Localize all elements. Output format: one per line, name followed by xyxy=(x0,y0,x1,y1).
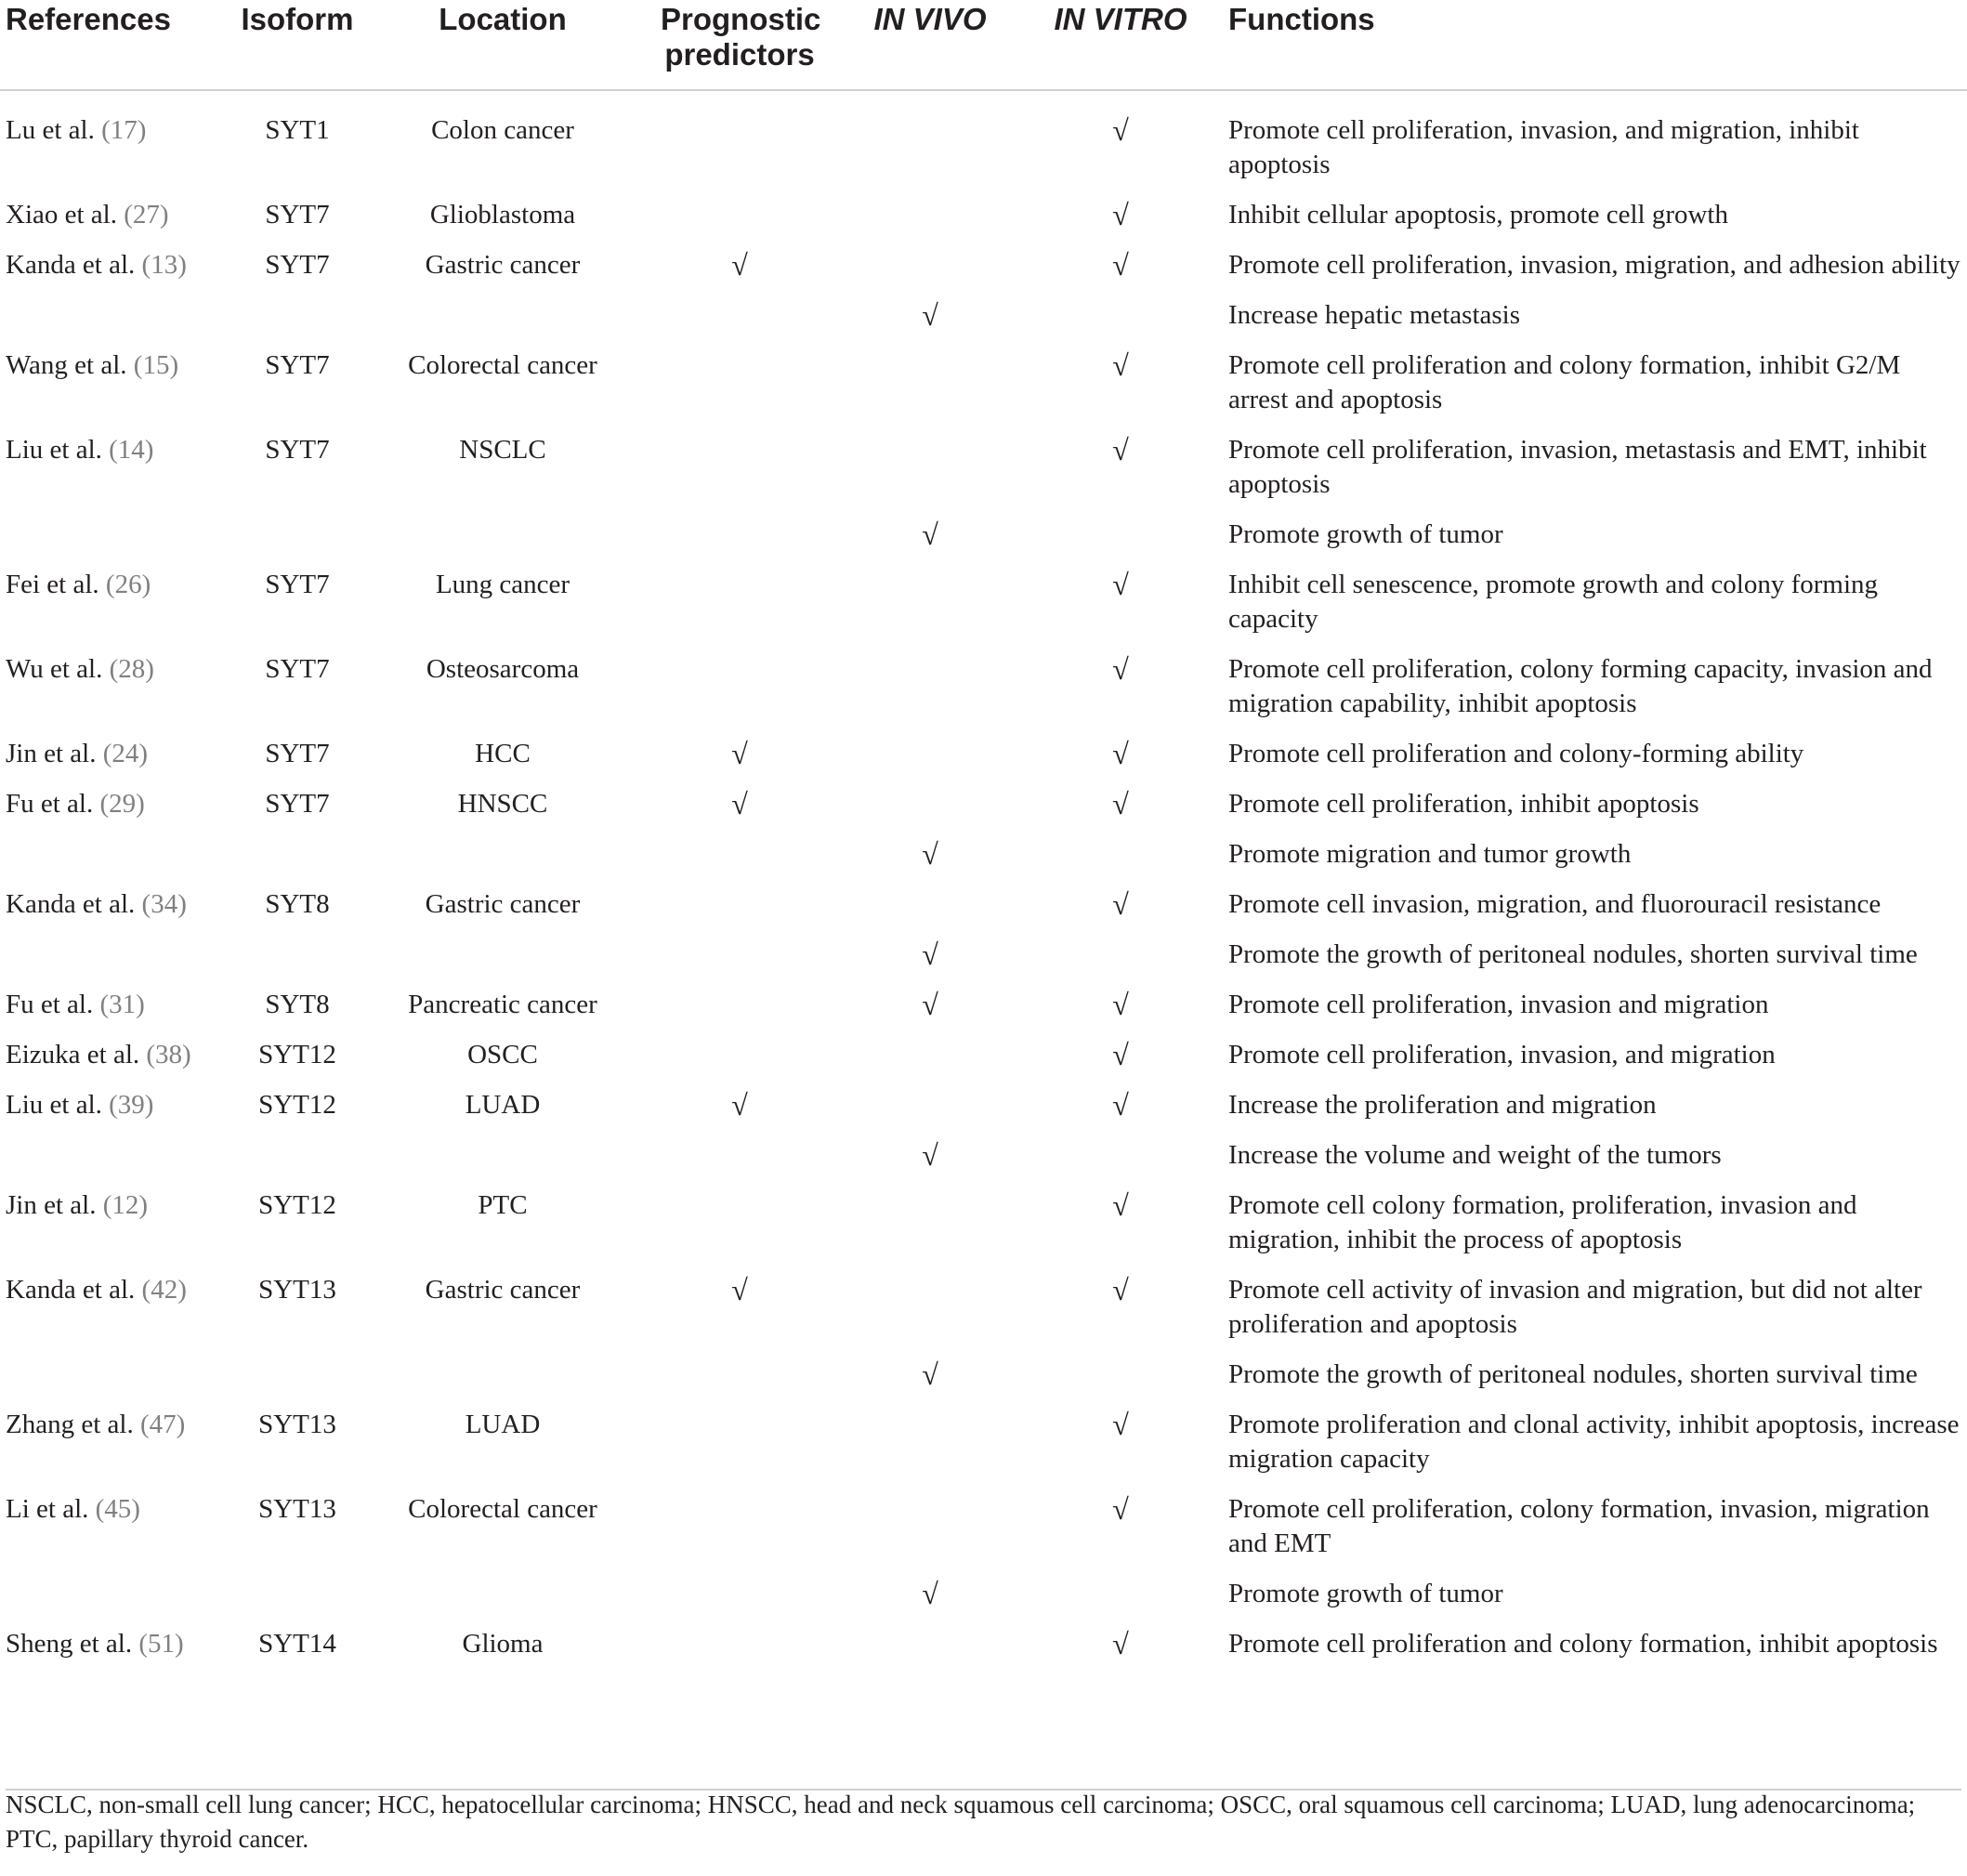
reference-number[interactable]: (45) xyxy=(95,1494,140,1524)
prognostic-check: √ xyxy=(731,248,748,282)
in-vivo-check xyxy=(842,1613,1018,1663)
in-vitro-check: √ xyxy=(1112,248,1129,282)
isoform-cell: SYT7 xyxy=(265,200,330,230)
table-row xyxy=(0,184,1967,234)
function-cell: Promote cell activity of invasion and migration, but did not alter proliferation and apoptosis xyxy=(1228,1275,1922,1339)
reference-cell xyxy=(0,773,227,823)
location-cell xyxy=(368,1124,637,1174)
header-prognostic-predictors xyxy=(637,0,842,90)
reference-cell xyxy=(0,1613,227,1663)
reference-cell xyxy=(0,1124,227,1174)
prognostic-check xyxy=(637,924,842,974)
prognostic-check xyxy=(637,184,842,234)
function-cell: Promote cell proliferation, invasion, migration, and adhesion ability xyxy=(1228,250,1960,280)
reference-author: Fei et al. xyxy=(6,570,99,599)
table-row xyxy=(0,1613,1967,1663)
function-cell: Promote cell proliferation, invasion, metastasis and EMT, inhibit apoptosis xyxy=(1228,435,1927,499)
reference-cell xyxy=(0,974,227,1024)
in-vivo-check xyxy=(842,638,1018,723)
table-row xyxy=(0,723,1967,773)
table-row xyxy=(0,773,1967,823)
location-cell: HNSCC xyxy=(457,789,548,819)
in-vivo-check xyxy=(842,1259,1018,1344)
reference-number[interactable]: (42) xyxy=(141,1275,187,1305)
isoform-cell: SYT13 xyxy=(258,1275,336,1305)
reference-cell xyxy=(0,234,227,284)
table-row xyxy=(0,419,1967,504)
table-row xyxy=(0,873,1967,924)
function-cell: Promote cell colony formation, proliferation, invasion and migration, inhibit the process of apoptosis xyxy=(1228,1190,1857,1254)
header-location: Location xyxy=(368,0,637,90)
prognostic-check xyxy=(637,1344,842,1394)
table-row xyxy=(0,974,1967,1024)
location-cell: HCC xyxy=(475,739,531,768)
location-cell: Pancreatic cancer xyxy=(408,990,597,1019)
isoform-cell xyxy=(227,1344,368,1394)
function-cell: Promote cell proliferation, inhibit apoptosis xyxy=(1228,789,1699,819)
in-vitro-check xyxy=(1018,1344,1223,1394)
reference-author: Wang et al. xyxy=(6,350,127,380)
prognostic-check xyxy=(637,284,842,335)
function-cell: Promote cell proliferation, colony forming capacity, invasion and migration capability, inhibit apoptosis xyxy=(1228,654,1933,718)
prognostic-check xyxy=(637,1024,842,1074)
reference-author: Fu et al. xyxy=(6,789,94,819)
prognostic-check xyxy=(637,1563,842,1613)
location-cell: Glioma xyxy=(462,1629,544,1659)
table-row xyxy=(0,1024,1967,1074)
table-row xyxy=(0,554,1967,638)
header-prognostic-label: Prognostic predictors xyxy=(661,2,821,72)
location-cell xyxy=(368,504,637,554)
in-vitro-check: √ xyxy=(1112,1627,1129,1660)
location-cell: Colon cancer xyxy=(431,115,574,145)
function-cell: Promote proliferation and clonal activity, inhibit apoptosis, increase migration capacity xyxy=(1228,1410,1960,1474)
function-cell: Increase hepatic metastasis xyxy=(1228,300,1521,330)
in-vitro-check xyxy=(1018,284,1223,335)
header-in-vivo: IN VIVO xyxy=(842,0,1018,90)
reference-cell xyxy=(0,1344,227,1394)
reference-author: Kanda et al. xyxy=(6,889,136,919)
prognostic-check xyxy=(637,554,842,638)
in-vitro-check: √ xyxy=(1112,988,1129,1021)
function-cell: Promote cell proliferation, invasion, and migration xyxy=(1228,1040,1776,1069)
in-vitro-check: √ xyxy=(1112,113,1129,147)
prognostic-check xyxy=(637,504,842,554)
prognostic-check xyxy=(637,974,842,1024)
in-vivo-check xyxy=(842,873,1018,924)
table-row xyxy=(0,924,1967,974)
reference-author: Lu et al. xyxy=(6,115,95,145)
location-cell: Gastric cancer xyxy=(425,1275,581,1305)
reference-cell xyxy=(0,1394,227,1478)
reference-number[interactable]: (27) xyxy=(124,200,169,230)
reference-cell xyxy=(0,1563,227,1613)
reference-number[interactable]: (39) xyxy=(109,1090,154,1120)
function-cell: Promote cell proliferation, colony formation, invasion, migration and EMT xyxy=(1228,1494,1930,1558)
prognostic-check xyxy=(637,823,842,873)
location-cell: LUAD xyxy=(465,1410,541,1439)
isoform-cell: SYT8 xyxy=(265,990,330,1019)
reference-cell xyxy=(0,184,227,234)
in-vivo-check: √ xyxy=(922,518,938,551)
table-row xyxy=(0,1124,1967,1174)
in-vivo-check xyxy=(842,1394,1018,1478)
in-vitro-check: √ xyxy=(1112,348,1129,382)
reference-author: Liu et al. xyxy=(6,1090,102,1120)
table-row xyxy=(0,284,1967,335)
location-cell: Osteosarcoma xyxy=(426,654,580,684)
reference-author: Jin et al. xyxy=(6,739,97,768)
isoform-cell xyxy=(227,1124,368,1174)
function-cell: Promote migration and tumor growth xyxy=(1228,839,1632,869)
isoform-cell: SYT7 xyxy=(265,250,330,280)
header-functions: Functions xyxy=(1223,0,1967,90)
prognostic-check xyxy=(637,335,842,419)
in-vivo-check xyxy=(842,419,1018,504)
function-cell: Inhibit cell senescence, promote growth and colony forming capacity xyxy=(1228,570,1879,634)
reference-author: Li et al. xyxy=(6,1494,89,1524)
in-vitro-check: √ xyxy=(1112,568,1129,601)
isoform-cell: SYT12 xyxy=(258,1040,336,1069)
in-vitro-check xyxy=(1018,1124,1223,1174)
in-vivo-check xyxy=(842,335,1018,419)
in-vitro-check: √ xyxy=(1112,1492,1129,1526)
function-cell: Promote growth of tumor xyxy=(1228,519,1503,549)
reference-author: Kanda et al. xyxy=(6,1275,136,1305)
reference-number[interactable]: (17) xyxy=(101,115,147,145)
location-cell: Glioblastoma xyxy=(429,200,576,230)
function-cell: Promote the growth of peritoneal nodules, shorten survival time xyxy=(1228,1359,1918,1389)
prognostic-check xyxy=(637,1613,842,1663)
reference-number[interactable]: (15) xyxy=(133,350,179,380)
in-vitro-check xyxy=(1018,504,1223,554)
reference-author: Wu et al. xyxy=(6,654,103,684)
reference-cell xyxy=(0,419,227,504)
reference-author: Kanda et al. xyxy=(6,250,136,280)
table-row xyxy=(0,1478,1967,1563)
isoform-cell: SYT7 xyxy=(265,435,330,465)
function-cell: Promote cell proliferation, invasion and migration xyxy=(1228,990,1769,1019)
prognostic-check xyxy=(637,1478,842,1563)
location-cell: NSCLC xyxy=(459,435,546,465)
location-cell: Gastric cancer xyxy=(425,250,581,280)
reference-cell xyxy=(0,284,227,335)
location-cell: Colorectal cancer xyxy=(408,350,597,380)
isoform-cell: SYT7 xyxy=(265,654,330,684)
table-row xyxy=(0,335,1967,419)
reference-number[interactable]: (28) xyxy=(109,654,154,684)
in-vivo-check xyxy=(842,554,1018,638)
location-cell xyxy=(368,1563,637,1613)
in-vitro-check: √ xyxy=(1112,1188,1129,1222)
reference-number[interactable]: (47) xyxy=(139,1410,186,1439)
in-vitro-check: √ xyxy=(1112,1088,1129,1122)
in-vivo-check xyxy=(842,773,1018,823)
in-vivo-check xyxy=(842,90,1018,184)
reference-number[interactable]: (38) xyxy=(146,1040,191,1069)
function-cell: Promote the growth of peritoneal nodules, shorten survival time xyxy=(1228,939,1918,969)
in-vivo-check xyxy=(842,1024,1018,1074)
isoform-cell xyxy=(227,823,368,873)
reference-cell xyxy=(0,924,227,974)
function-cell: Promote cell proliferation, invasion, and migration, inhibit apoptosis xyxy=(1228,115,1859,179)
location-cell xyxy=(368,823,637,873)
reference-cell xyxy=(0,638,227,723)
prognostic-check xyxy=(637,1174,842,1259)
function-cell: Inhibit cellular apoptosis, promote cell growth xyxy=(1228,200,1728,230)
prognostic-check xyxy=(637,1394,842,1478)
in-vitro-check: √ xyxy=(1112,652,1129,686)
table-row xyxy=(0,1344,1967,1394)
prognostic-check: √ xyxy=(731,1088,748,1122)
in-vivo-check: √ xyxy=(922,837,938,871)
table-row xyxy=(0,1563,1967,1613)
in-vitro-check: √ xyxy=(1112,198,1129,231)
in-vivo-check xyxy=(842,723,1018,773)
in-vivo-check: √ xyxy=(922,298,938,332)
reference-author: Xiao et al. xyxy=(6,200,117,230)
in-vitro-check: √ xyxy=(1112,433,1129,466)
reference-number[interactable]: (34) xyxy=(141,889,187,919)
in-vitro-check xyxy=(1018,823,1223,873)
reference-cell xyxy=(0,335,227,419)
reference-number[interactable]: (14) xyxy=(109,435,154,465)
isoform-cell xyxy=(227,1563,368,1613)
reference-cell xyxy=(0,873,227,924)
prognostic-check xyxy=(637,1124,842,1174)
table-row xyxy=(0,504,1967,554)
reference-cell xyxy=(0,1024,227,1074)
function-cell: Promote cell invasion, migration, and fluorouracil resistance xyxy=(1228,889,1882,919)
location-cell: Colorectal cancer xyxy=(408,1494,597,1524)
reference-cell xyxy=(0,504,227,554)
table-row xyxy=(0,1259,1967,1344)
in-vitro-check xyxy=(1018,924,1223,974)
isoform-cell xyxy=(227,924,368,974)
function-cell: Promote growth of tumor xyxy=(1228,1579,1503,1608)
isoform-cell: SYT14 xyxy=(258,1629,336,1659)
isoform-cell: SYT12 xyxy=(258,1090,336,1120)
table-row xyxy=(0,234,1967,284)
isoform-cell: SYT13 xyxy=(258,1494,336,1524)
reference-cell xyxy=(0,1174,227,1259)
location-cell: LUAD xyxy=(465,1090,541,1120)
location-cell: Lung cancer xyxy=(435,570,570,599)
in-vivo-check: √ xyxy=(922,1577,938,1610)
isoform-cell: SYT13 xyxy=(258,1410,336,1439)
prognostic-check: √ xyxy=(731,737,748,770)
isoform-cell: SYT7 xyxy=(265,789,330,819)
in-vivo-check: √ xyxy=(922,988,938,1021)
reference-cell xyxy=(0,90,227,184)
isoform-cell xyxy=(227,284,368,335)
isoform-cell xyxy=(227,504,368,554)
header-isoform: Isoform xyxy=(227,0,368,90)
table-body xyxy=(0,90,1967,1663)
reference-cell xyxy=(0,1259,227,1344)
in-vitro-check: √ xyxy=(1112,787,1129,820)
table-row xyxy=(0,90,1967,184)
reference-author: Sheng et al. xyxy=(6,1629,133,1659)
in-vivo-check: √ xyxy=(922,1358,938,1391)
reference-number[interactable]: (31) xyxy=(99,990,145,1019)
header-references: References xyxy=(0,0,227,90)
table-footnote: NSCLC, non-small cell lung cancer; HCC, hepatocellular carcinoma; HNSCC, head and neck squamous cell carcinoma; OSCC, oral squamous cell carcinoma; LUAD, lung adenocarcinoma; PTC, papillary thyroid cancer. xyxy=(6,1791,1916,1853)
reference-cell xyxy=(0,1074,227,1124)
reference-number[interactable]: (51) xyxy=(138,1629,184,1659)
function-cell: Increase the proliferation and migration xyxy=(1228,1090,1657,1120)
location-cell xyxy=(368,284,637,335)
in-vivo-check: √ xyxy=(922,1138,938,1172)
location-cell xyxy=(368,1344,637,1394)
function-cell: Increase the volume and weight of the tumors xyxy=(1228,1140,1722,1170)
location-cell: Gastric cancer xyxy=(425,889,581,919)
reference-number[interactable]: (24) xyxy=(102,739,149,768)
prognostic-check xyxy=(637,419,842,504)
in-vivo-check: √ xyxy=(922,938,938,971)
in-vitro-check: √ xyxy=(1112,737,1129,770)
isoform-cell: SYT12 xyxy=(258,1190,336,1220)
isoform-cell: SYT8 xyxy=(265,889,330,919)
in-vivo-check xyxy=(842,1174,1018,1259)
prognostic-check xyxy=(637,90,842,184)
in-vitro-check: √ xyxy=(1112,1038,1129,1071)
reference-cell xyxy=(0,723,227,773)
table-row xyxy=(0,1174,1967,1259)
location-cell: PTC xyxy=(478,1190,528,1220)
prognostic-check: √ xyxy=(731,1273,748,1306)
table-row xyxy=(0,1394,1967,1478)
table-row xyxy=(0,1074,1967,1124)
reference-cell xyxy=(0,554,227,638)
isoform-cell: SYT7 xyxy=(265,739,330,768)
reference-number[interactable]: (29) xyxy=(99,789,145,819)
in-vivo-check xyxy=(842,1478,1018,1563)
in-vivo-check xyxy=(842,184,1018,234)
in-vivo-check xyxy=(842,1074,1018,1124)
reference-number[interactable]: (12) xyxy=(102,1190,149,1220)
prognostic-check xyxy=(637,638,842,723)
prognostic-check: √ xyxy=(731,787,748,820)
header-row xyxy=(0,0,1967,90)
in-vitro-check: √ xyxy=(1112,887,1129,921)
reference-cell xyxy=(0,823,227,873)
table-row xyxy=(0,638,1967,723)
reference-number[interactable]: (13) xyxy=(141,250,187,280)
reference-author: Eizuka et al. xyxy=(6,1040,140,1069)
prognostic-check xyxy=(637,873,842,924)
reference-cell xyxy=(0,1478,227,1563)
function-cell: Promote cell proliferation and colony-forming ability xyxy=(1228,739,1804,768)
header-in-vitro: IN VITRO xyxy=(1018,0,1223,90)
isoform-cell: SYT7 xyxy=(265,350,330,380)
function-cell: Promote cell proliferation and colony formation, inhibit apoptosis xyxy=(1228,1629,1938,1659)
reference-author: Liu et al. xyxy=(6,435,102,465)
in-vitro-check xyxy=(1018,1563,1223,1613)
in-vitro-check: √ xyxy=(1112,1408,1129,1441)
reference-number[interactable]: (26) xyxy=(105,570,151,599)
isoform-cell: SYT1 xyxy=(265,115,330,145)
reference-author: Zhang et al. xyxy=(6,1410,134,1439)
function-cell: Promote cell proliferation and colony formation, inhibit G2/M arrest and apoptosis xyxy=(1228,350,1901,414)
table-row xyxy=(0,823,1967,873)
location-cell: OSCC xyxy=(467,1040,538,1069)
reference-author: Jin et al. xyxy=(6,1190,97,1220)
isoform-cell: SYT7 xyxy=(265,570,330,599)
reference-author: Fu et al. xyxy=(6,990,94,1019)
in-vitro-check: √ xyxy=(1112,1273,1129,1306)
in-vivo-check xyxy=(842,234,1018,284)
location-cell xyxy=(368,924,637,974)
